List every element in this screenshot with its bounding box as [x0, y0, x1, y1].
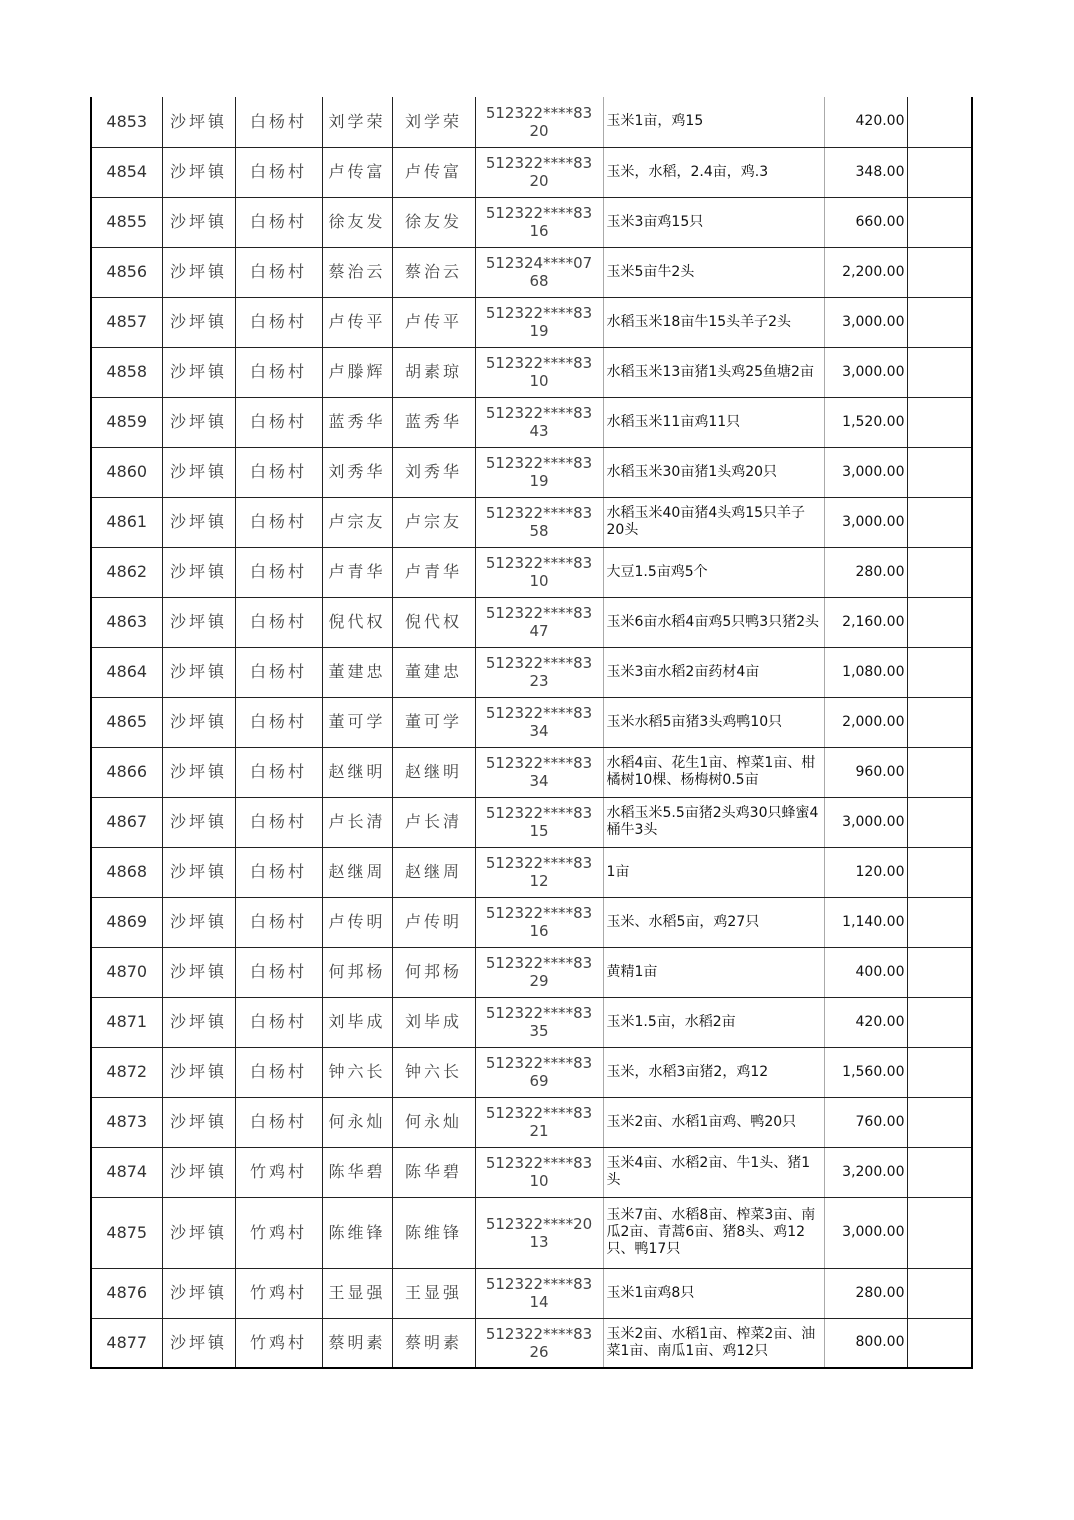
- serial-number-cell: 4869: [91, 897, 162, 947]
- item-description-cell: 玉米1亩鸡8只: [603, 1268, 824, 1318]
- serial-number-cell: 4871: [91, 997, 162, 1047]
- name-cell: 钟六长: [322, 1047, 392, 1097]
- payee-cell: 刘秀华: [392, 447, 475, 497]
- village-cell: 白杨村: [235, 1047, 322, 1097]
- name-cell: 王显强: [322, 1268, 392, 1318]
- item-description-cell: 玉米2亩、水稻1亩、榨菜2亩、油菜1亩、南瓜1亩、鸡12只: [603, 1318, 824, 1368]
- table-row: [91, 97, 972, 147]
- serial-number-cell: 4873: [91, 1097, 162, 1147]
- village-cell: 白杨村: [235, 97, 322, 147]
- table-row: [91, 547, 972, 597]
- remark-cell: [907, 697, 972, 747]
- remark-cell: [907, 1268, 972, 1318]
- name-cell: 蓝秀华: [322, 397, 392, 447]
- serial-number-cell: 4855: [91, 197, 162, 247]
- village-cell: 白杨村: [235, 697, 322, 747]
- table-row: [91, 947, 972, 997]
- town-cell: 沙坪镇: [162, 397, 235, 447]
- name-cell: 何邦杨: [322, 947, 392, 997]
- village-cell: 白杨村: [235, 197, 322, 247]
- payee-cell: 蔡治云: [392, 247, 475, 297]
- town-cell: 沙坪镇: [162, 497, 235, 547]
- id-number-cell: 512322****83 23: [475, 647, 603, 697]
- payee-cell: 卢传平: [392, 297, 475, 347]
- town-cell: 沙坪镇: [162, 997, 235, 1047]
- id-number-cell: 512322****83 19: [475, 297, 603, 347]
- remark-cell: [907, 997, 972, 1047]
- payee-cell: 蔡明素: [392, 1318, 475, 1368]
- village-cell: 白杨村: [235, 397, 322, 447]
- name-cell: 卢青华: [322, 547, 392, 597]
- amount-cell: 3,000.00: [824, 347, 907, 397]
- village-cell: 白杨村: [235, 647, 322, 697]
- name-cell: 董可学: [322, 697, 392, 747]
- item-description-cell: 水稻玉米5.5亩猪2头鸡30只蜂蜜4桶牛3头: [603, 797, 824, 847]
- amount-cell: 3,000.00: [824, 297, 907, 347]
- name-cell: 卢滕辉: [322, 347, 392, 397]
- item-description-cell: 水稻4亩、花生1亩、榨菜1亩、柑橘树10棵、杨梅树0.5亩: [603, 747, 824, 797]
- village-cell: 白杨村: [235, 297, 322, 347]
- remark-cell: [907, 147, 972, 197]
- town-cell: 沙坪镇: [162, 897, 235, 947]
- table-row: [91, 1147, 972, 1197]
- remark-cell: [907, 197, 972, 247]
- id-number-cell: 512322****83 34: [475, 697, 603, 747]
- village-cell: 白杨村: [235, 447, 322, 497]
- item-description-cell: 玉米7亩、水稻8亩、榨菜3亩、南瓜2亩、青蒿6亩、猪8头、鸡12只、鸭17只: [603, 1197, 824, 1268]
- remark-cell: [907, 1197, 972, 1268]
- item-description-cell: 1亩: [603, 847, 824, 897]
- id-number-cell: 512322****83 35: [475, 997, 603, 1047]
- village-cell: 白杨村: [235, 1097, 322, 1147]
- town-cell: 沙坪镇: [162, 97, 235, 147]
- id-number-cell: 512322****83 19: [475, 447, 603, 497]
- table-row: [91, 997, 972, 1047]
- town-cell: 沙坪镇: [162, 1268, 235, 1318]
- subsidy-table: [90, 97, 973, 1369]
- town-cell: 沙坪镇: [162, 947, 235, 997]
- village-cell: 竹鸡村: [235, 1197, 322, 1268]
- serial-number-cell: 4862: [91, 547, 162, 597]
- payee-cell: 卢青华: [392, 547, 475, 597]
- id-number-cell: 512322****83 47: [475, 597, 603, 647]
- town-cell: 沙坪镇: [162, 197, 235, 247]
- payee-cell: 赵继明: [392, 747, 475, 797]
- village-cell: 白杨村: [235, 947, 322, 997]
- village-cell: 白杨村: [235, 897, 322, 947]
- table-row: [91, 1268, 972, 1318]
- name-cell: 卢长清: [322, 797, 392, 847]
- remark-cell: [907, 597, 972, 647]
- id-number-cell: 512322****83 15: [475, 797, 603, 847]
- table-row: [91, 797, 972, 847]
- item-description-cell: 水稻玉米30亩猪1头鸡20只: [603, 447, 824, 497]
- id-number-cell: 512324****07 68: [475, 247, 603, 297]
- remark-cell: [907, 297, 972, 347]
- table-body: [91, 97, 972, 1368]
- town-cell: 沙坪镇: [162, 1318, 235, 1368]
- id-number-cell: 512322****83 21: [475, 1097, 603, 1147]
- id-number-cell: 512322****20 13: [475, 1197, 603, 1268]
- item-description-cell: 玉米1亩，鸡15: [603, 97, 824, 147]
- payee-cell: 刘学荣: [392, 97, 475, 147]
- id-number-cell: 512322****83 14: [475, 1268, 603, 1318]
- village-cell: 竹鸡村: [235, 1268, 322, 1318]
- payee-cell: 徐友发: [392, 197, 475, 247]
- town-cell: 沙坪镇: [162, 747, 235, 797]
- town-cell: 沙坪镇: [162, 1097, 235, 1147]
- name-cell: 赵继明: [322, 747, 392, 797]
- payee-cell: 陈华碧: [392, 1147, 475, 1197]
- item-description-cell: 玉米3亩水稻2亩药材4亩: [603, 647, 824, 697]
- village-cell: 竹鸡村: [235, 1147, 322, 1197]
- item-description-cell: 玉米3亩鸡15只: [603, 197, 824, 247]
- remark-cell: [907, 647, 972, 697]
- payee-cell: 陈维锋: [392, 1197, 475, 1268]
- amount-cell: 420.00: [824, 997, 907, 1047]
- name-cell: 蔡明素: [322, 1318, 392, 1368]
- village-cell: 白杨村: [235, 547, 322, 597]
- amount-cell: 3,000.00: [824, 497, 907, 547]
- town-cell: 沙坪镇: [162, 797, 235, 847]
- serial-number-cell: 4858: [91, 347, 162, 397]
- remark-cell: [907, 447, 972, 497]
- remark-cell: [907, 847, 972, 897]
- amount-cell: 2,000.00: [824, 697, 907, 747]
- amount-cell: 420.00: [824, 97, 907, 147]
- town-cell: 沙坪镇: [162, 147, 235, 197]
- name-cell: 何永灿: [322, 1097, 392, 1147]
- remark-cell: [907, 397, 972, 447]
- amount-cell: 1,140.00: [824, 897, 907, 947]
- name-cell: 刘毕成: [322, 997, 392, 1047]
- id-number-cell: 512322****83 20: [475, 97, 603, 147]
- village-cell: 白杨村: [235, 347, 322, 397]
- town-cell: 沙坪镇: [162, 347, 235, 397]
- name-cell: 卢宗友: [322, 497, 392, 547]
- serial-number-cell: 4870: [91, 947, 162, 997]
- village-cell: 白杨村: [235, 597, 322, 647]
- amount-cell: 120.00: [824, 847, 907, 897]
- serial-number-cell: 4864: [91, 647, 162, 697]
- remark-cell: [907, 497, 972, 547]
- table-row: [91, 1047, 972, 1097]
- item-description-cell: 水稻玉米11亩鸡11只: [603, 397, 824, 447]
- amount-cell: 400.00: [824, 947, 907, 997]
- amount-cell: 3,200.00: [824, 1147, 907, 1197]
- town-cell: 沙坪镇: [162, 447, 235, 497]
- name-cell: 赵继周: [322, 847, 392, 897]
- amount-cell: 1,080.00: [824, 647, 907, 697]
- name-cell: 陈维锋: [322, 1197, 392, 1268]
- remark-cell: [907, 1047, 972, 1097]
- id-number-cell: 512322****83 34: [475, 747, 603, 797]
- table-row: [91, 347, 972, 397]
- payee-cell: 卢传富: [392, 147, 475, 197]
- remark-cell: [907, 1147, 972, 1197]
- table-row: [91, 497, 972, 547]
- town-cell: 沙坪镇: [162, 647, 235, 697]
- table-row: [91, 197, 972, 247]
- name-cell: 徐友发: [322, 197, 392, 247]
- payee-cell: 董可学: [392, 697, 475, 747]
- name-cell: 蔡治云: [322, 247, 392, 297]
- id-number-cell: 512322****83 26: [475, 1318, 603, 1368]
- amount-cell: 1,520.00: [824, 397, 907, 447]
- town-cell: 沙坪镇: [162, 1147, 235, 1197]
- amount-cell: 960.00: [824, 747, 907, 797]
- amount-cell: 3,000.00: [824, 1197, 907, 1268]
- village-cell: 白杨村: [235, 847, 322, 897]
- amount-cell: 2,200.00: [824, 247, 907, 297]
- id-number-cell: 512322****83 16: [475, 897, 603, 947]
- serial-number-cell: 4867: [91, 797, 162, 847]
- table-row: [91, 1318, 972, 1368]
- name-cell: 刘秀华: [322, 447, 392, 497]
- id-number-cell: 512322****83 12: [475, 847, 603, 897]
- payee-cell: 董建忠: [392, 647, 475, 697]
- table-row: [91, 447, 972, 497]
- table-row: [91, 897, 972, 947]
- item-description-cell: 水稻玉米13亩猪1头鸡25鱼塘2亩: [603, 347, 824, 397]
- remark-cell: [907, 797, 972, 847]
- remark-cell: [907, 897, 972, 947]
- serial-number-cell: 4872: [91, 1047, 162, 1097]
- serial-number-cell: 4854: [91, 147, 162, 197]
- remark-cell: [907, 947, 972, 997]
- serial-number-cell: 4856: [91, 247, 162, 297]
- id-number-cell: 512322****83 69: [475, 1047, 603, 1097]
- town-cell: 沙坪镇: [162, 1047, 235, 1097]
- id-number-cell: 512322****83 10: [475, 547, 603, 597]
- payee-cell: 卢宗友: [392, 497, 475, 547]
- remark-cell: [907, 247, 972, 297]
- payee-cell: 王显强: [392, 1268, 475, 1318]
- amount-cell: 3,000.00: [824, 447, 907, 497]
- town-cell: 沙坪镇: [162, 247, 235, 297]
- table-row: [91, 697, 972, 747]
- serial-number-cell: 4863: [91, 597, 162, 647]
- amount-cell: 348.00: [824, 147, 907, 197]
- item-description-cell: 玉米水稻5亩猪3头鸡鸭10只: [603, 697, 824, 747]
- table-row: [91, 847, 972, 897]
- village-cell: 白杨村: [235, 747, 322, 797]
- id-number-cell: 512322****83 10: [475, 347, 603, 397]
- id-number-cell: 512322****83 20: [475, 147, 603, 197]
- amount-cell: 3,000.00: [824, 797, 907, 847]
- serial-number-cell: 4874: [91, 1147, 162, 1197]
- item-description-cell: 黄精1亩: [603, 947, 824, 997]
- id-number-cell: 512322****83 43: [475, 397, 603, 447]
- amount-cell: 1,560.00: [824, 1047, 907, 1097]
- town-cell: 沙坪镇: [162, 297, 235, 347]
- payee-cell: 何永灿: [392, 1097, 475, 1147]
- remark-cell: [907, 97, 972, 147]
- amount-cell: 800.00: [824, 1318, 907, 1368]
- item-description-cell: 大豆1.5亩鸡5个: [603, 547, 824, 597]
- payee-cell: 卢长清: [392, 797, 475, 847]
- amount-cell: 280.00: [824, 1268, 907, 1318]
- amount-cell: 660.00: [824, 197, 907, 247]
- item-description-cell: 水稻玉米18亩牛15头羊子2头: [603, 297, 824, 347]
- village-cell: 白杨村: [235, 147, 322, 197]
- name-cell: 倪代权: [322, 597, 392, 647]
- village-cell: 竹鸡村: [235, 1318, 322, 1368]
- serial-number-cell: 4865: [91, 697, 162, 747]
- payee-cell: 卢传明: [392, 897, 475, 947]
- item-description-cell: 玉米5亩牛2头: [603, 247, 824, 297]
- serial-number-cell: 4877: [91, 1318, 162, 1368]
- remark-cell: [907, 1318, 972, 1368]
- item-description-cell: 玉米6亩水稻4亩鸡5只鸭3只猪2头: [603, 597, 824, 647]
- item-description-cell: 玉米2亩、水稻1亩鸡、鸭20只: [603, 1097, 824, 1147]
- serial-number-cell: 4861: [91, 497, 162, 547]
- table-row: [91, 147, 972, 197]
- serial-number-cell: 4860: [91, 447, 162, 497]
- payee-cell: 赵继周: [392, 847, 475, 897]
- serial-number-cell: 4875: [91, 1197, 162, 1268]
- item-description-cell: 玉米4亩、水稻2亩、牛1头、猪1头: [603, 1147, 824, 1197]
- village-cell: 白杨村: [235, 797, 322, 847]
- table-row: [91, 647, 972, 697]
- id-number-cell: 512322****83 58: [475, 497, 603, 547]
- payee-cell: 胡素琼: [392, 347, 475, 397]
- village-cell: 白杨村: [235, 497, 322, 547]
- table-row: [91, 597, 972, 647]
- id-number-cell: 512322****83 10: [475, 1147, 603, 1197]
- item-description-cell: 玉米，水稻3亩猪2，鸡12: [603, 1047, 824, 1097]
- payee-cell: 蓝秀华: [392, 397, 475, 447]
- table-row: [91, 397, 972, 447]
- table-row: [91, 747, 972, 797]
- name-cell: 刘学荣: [322, 97, 392, 147]
- amount-cell: 2,160.00: [824, 597, 907, 647]
- item-description-cell: 玉米、水稻5亩，鸡27只: [603, 897, 824, 947]
- remark-cell: [907, 1097, 972, 1147]
- village-cell: 白杨村: [235, 997, 322, 1047]
- table-row: [91, 247, 972, 297]
- name-cell: 卢传明: [322, 897, 392, 947]
- table-row: [91, 1197, 972, 1268]
- payee-cell: 倪代权: [392, 597, 475, 647]
- id-number-cell: 512322****83 29: [475, 947, 603, 997]
- town-cell: 沙坪镇: [162, 847, 235, 897]
- serial-number-cell: 4868: [91, 847, 162, 897]
- serial-number-cell: 4853: [91, 97, 162, 147]
- payee-cell: 刘毕成: [392, 997, 475, 1047]
- id-number-cell: 512322****83 16: [475, 197, 603, 247]
- serial-number-cell: 4857: [91, 297, 162, 347]
- amount-cell: 760.00: [824, 1097, 907, 1147]
- payee-cell: 钟六长: [392, 1047, 475, 1097]
- serial-number-cell: 4859: [91, 397, 162, 447]
- item-description-cell: 玉米，水稻，2.4亩，鸡.3: [603, 147, 824, 197]
- item-description-cell: 水稻玉米40亩猪4头鸡15只羊子20头: [603, 497, 824, 547]
- town-cell: 沙坪镇: [162, 547, 235, 597]
- name-cell: 卢传平: [322, 297, 392, 347]
- payee-cell: 何邦杨: [392, 947, 475, 997]
- town-cell: 沙坪镇: [162, 697, 235, 747]
- remark-cell: [907, 747, 972, 797]
- village-cell: 白杨村: [235, 247, 322, 297]
- item-description-cell: 玉米1.5亩，水稻2亩: [603, 997, 824, 1047]
- town-cell: 沙坪镇: [162, 597, 235, 647]
- serial-number-cell: 4866: [91, 747, 162, 797]
- table-row: [91, 1097, 972, 1147]
- amount-cell: 280.00: [824, 547, 907, 597]
- town-cell: 沙坪镇: [162, 1197, 235, 1268]
- table-row: [91, 297, 972, 347]
- name-cell: 董建忠: [322, 647, 392, 697]
- remark-cell: [907, 347, 972, 397]
- name-cell: 陈华碧: [322, 1147, 392, 1197]
- remark-cell: [907, 547, 972, 597]
- name-cell: 卢传富: [322, 147, 392, 197]
- serial-number-cell: 4876: [91, 1268, 162, 1318]
